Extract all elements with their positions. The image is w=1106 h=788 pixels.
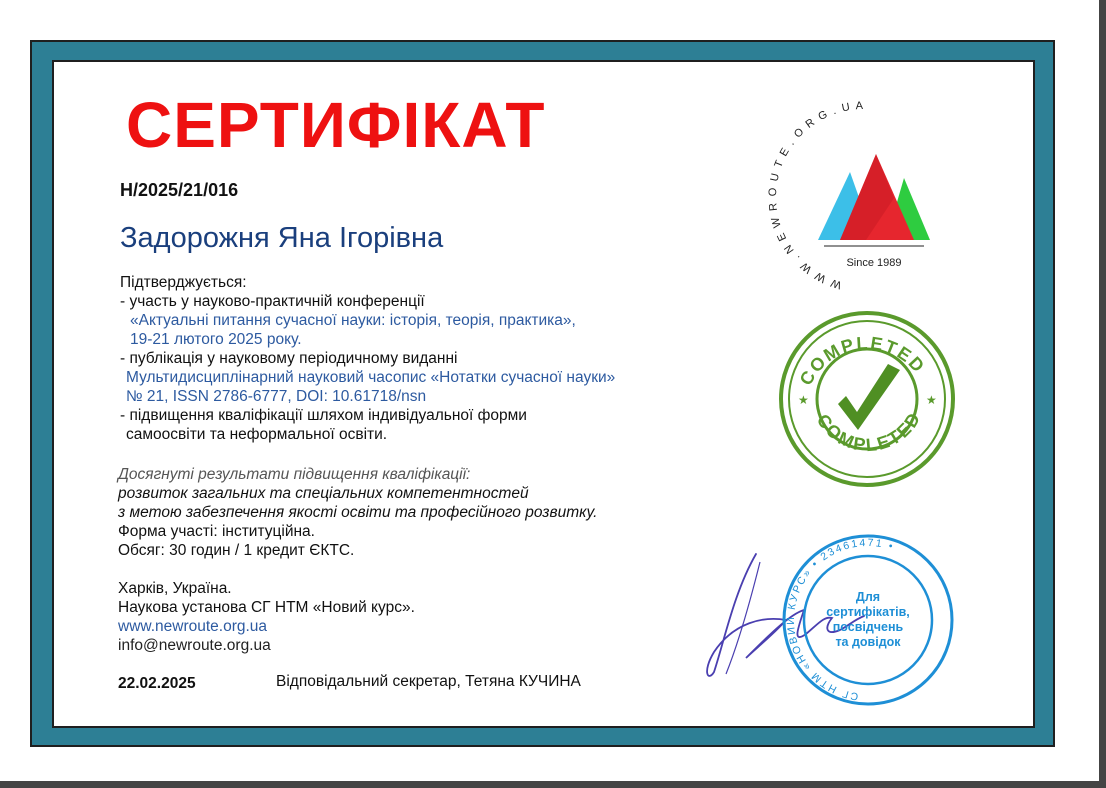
issue-date: 22.02.2025: [118, 675, 196, 692]
results-heading: Досягнуті результати підвищення кваліфікації:: [118, 466, 471, 483]
results-line: розвиток загальних та спеціальних компетентностей: [118, 485, 529, 502]
list-item: - участь у науково-практичній конференції: [120, 293, 425, 310]
results-line: з метою забезпечення якості освіти та професійного розвитку.: [118, 504, 598, 521]
results-block: [118, 465, 738, 560]
conference-dates: 19-21 лютого 2025 року.: [130, 331, 302, 348]
list-item: самоосвіти та неформальної освіти.: [126, 426, 388, 443]
newroute-logo: [754, 90, 974, 300]
participation-form: Форма участі: інституційна.: [118, 523, 315, 540]
contacts-block: [118, 579, 638, 655]
stamp-ring-text: СГ НТМ «НОВИЙ КУРС» • 23461471 •: [785, 536, 897, 703]
email-link[interactable]: info@newroute.org.ua: [118, 637, 271, 654]
logo-ring-text: W W W . N E W R O U T E . O R G . U A: [766, 99, 865, 291]
list-item: - публікація у науковому періодичному виданні: [120, 350, 458, 367]
journal-details: № 21, ISSN 2786-6777, DOI: 10.61718/nsn: [126, 388, 427, 405]
certificate-title: СЕРТИФІКАТ: [126, 89, 546, 161]
stamp-center-text: Для сертифікатів, посвідчень та довідок: [826, 590, 910, 649]
checkmark-icon: [838, 364, 900, 430]
confirmation-heading: Підтверджується:: [120, 274, 247, 291]
city: Харків, Україна.: [118, 580, 232, 597]
secretary-signature-line: Відповідальний секретар, Тетяна КУЧИНА: [276, 673, 581, 690]
completed-stamp: [776, 308, 958, 490]
journal-title: Мультидисциплінарний науковий часопис «Нотатки сучасної науки»: [126, 369, 616, 386]
institution: Наукова установа СГ НТМ «Новий курс».: [118, 599, 415, 616]
svg-text:COMPLETED: COMPLETED: [795, 332, 930, 389]
svg-text:★: ★: [798, 393, 809, 407]
recipient-name: Задорожня Яна Ігорівна: [120, 222, 444, 254]
svg-text:COMPLETED: COMPLETED: [812, 407, 926, 456]
certificate-body: [52, 60, 1035, 728]
conference-title: «Актуальні питання сучасної науки: історія, теорія, практика»,: [130, 312, 576, 329]
list-item: - підвищення кваліфікації шляхом індивідуальної форми: [120, 407, 527, 424]
logo-since: Since 1989: [846, 257, 902, 269]
svg-text:★: ★: [926, 393, 937, 407]
course-volume: Обсяг: 30 годин / 1 кредит ЄКТС.: [118, 542, 355, 559]
website-link[interactable]: www.newroute.org.ua: [118, 618, 268, 635]
certificate-frame: [30, 40, 1055, 747]
confirmation-block: [120, 273, 740, 444]
certificate-number: Н/2025/21/016: [120, 180, 239, 200]
